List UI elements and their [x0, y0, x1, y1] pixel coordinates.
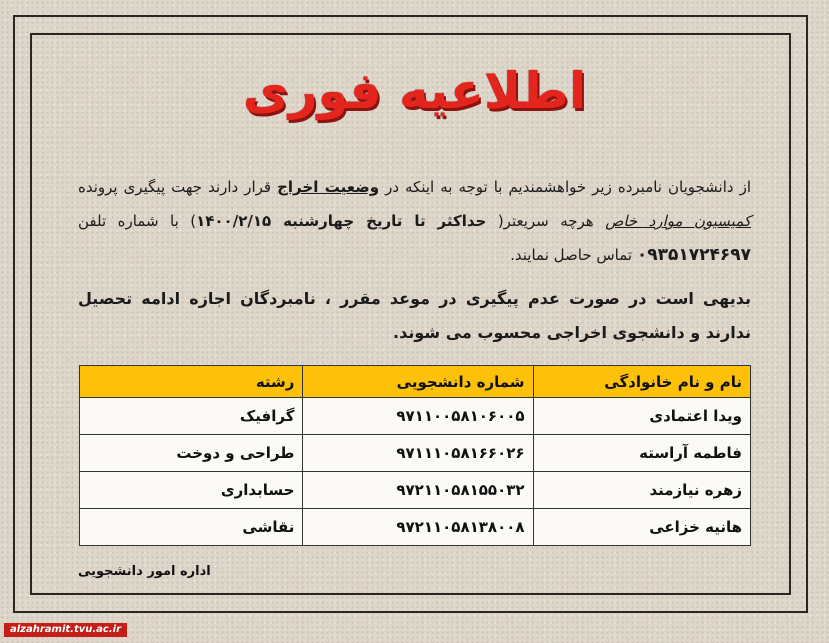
header-student-id: شماره دانشجویی — [303, 366, 533, 398]
page-title: اطلاعیه فوری — [242, 62, 587, 120]
notice-text-1: از دانشجویان نامبرده زیر خواهشمندیم با توجه به اینکه در — [379, 178, 752, 196]
table-row — [80, 472, 751, 509]
committee-name: کمیسیون موارد خاص — [605, 212, 752, 230]
table-row — [80, 509, 751, 546]
notice-text-3: هرچه سریعتر( — [486, 212, 606, 230]
notice-text-4: ) با شماره تلفن — [78, 212, 197, 230]
students-table — [79, 365, 751, 546]
cell-major: حسابداری — [80, 472, 303, 509]
cell-name: فاطمه آراسته — [533, 435, 750, 472]
website-badge[interactable]: alzahramit.tvu.ac.ir — [4, 623, 127, 637]
phone-number: ۰۹۳۵۱۷۲۴۶۹۷ — [636, 245, 751, 265]
cell-name: زهره نیازمند — [533, 472, 750, 509]
cell-major: نقاشی — [80, 509, 303, 546]
signature: اداره امور دانشجویی — [78, 564, 211, 579]
table-row — [80, 435, 751, 472]
cell-name: ویدا اعتمادی — [533, 398, 750, 435]
cell-major: طراحی و دوخت — [80, 435, 303, 472]
deadline: حداکثر تا تاریخ چهارشنبه ۱۴۰۰/۲/۱۵ — [196, 212, 487, 230]
notice-text-5: تماس حاصل نمایند. — [510, 246, 637, 264]
table-header-row — [80, 366, 751, 398]
notice-text-2: قرار دارند جهت پیگیری پرونده — [78, 178, 278, 196]
cell-student-id: ۹۷۲۱۱۰۵۸۱۵۵۰۳۲ — [303, 472, 533, 509]
expulsion-status: وضعیت اخراج — [277, 178, 380, 196]
cell-student-id: ۹۷۱۱۰۰۵۸۱۰۶۰۰۵ — [303, 398, 533, 435]
header-name: نام و نام خانوادگی — [533, 366, 750, 398]
cell-name: هانیه خزاعی — [533, 509, 750, 546]
cell-student-id: ۹۷۱۱۱۰۵۸۱۶۶۰۲۶ — [303, 435, 533, 472]
table-row — [80, 398, 751, 435]
header-major: رشته — [80, 366, 303, 398]
notice-paragraph — [78, 170, 751, 272]
cell-student-id: ۹۷۲۱۱۰۵۸۱۳۸۰۰۸ — [303, 509, 533, 546]
cell-major: گرافیک — [80, 398, 303, 435]
warning-paragraph: بدیهی است در صورت عدم پیگیری در موعد مقرر ، نامبردگان اجازه ادامه تحصیل ندارند و دانشجوی اخراجی محسوب می شوند. — [78, 289, 751, 342]
